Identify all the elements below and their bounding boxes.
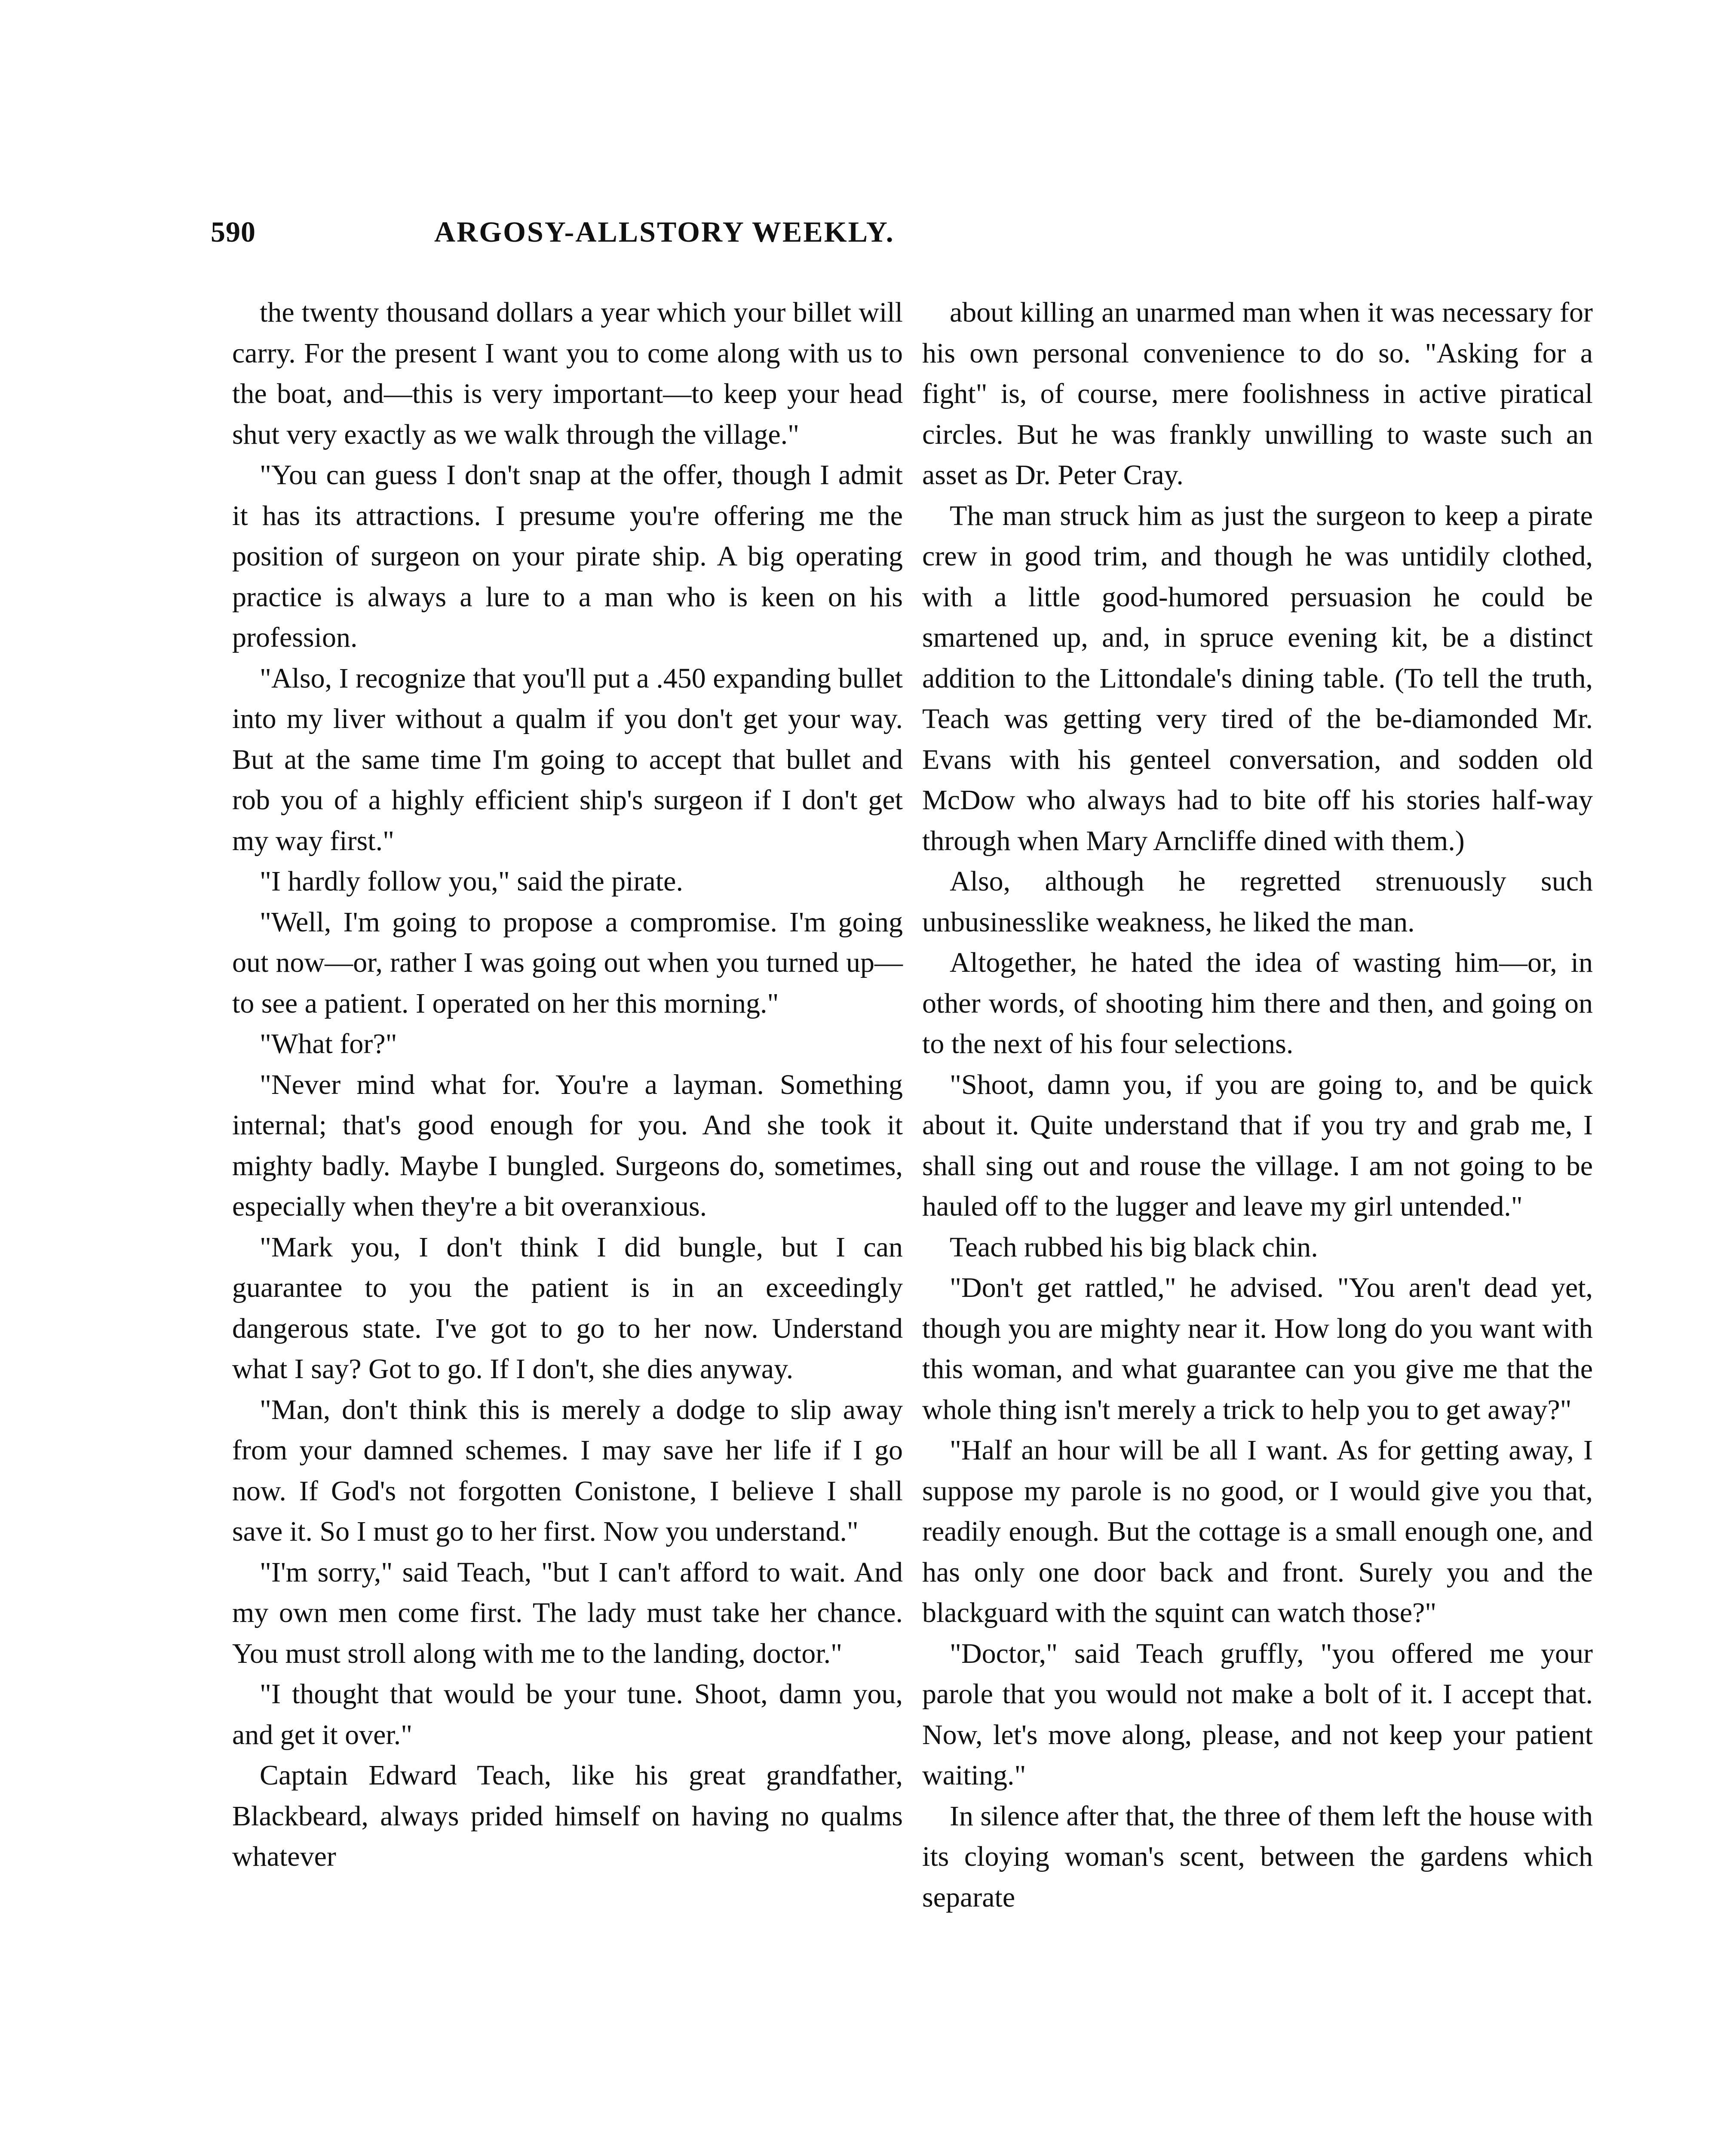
paragraph: "Shoot, damn you, if you are going to, and be quick about it. Quite understand that if you try and grab me, I shall sing out and rouse the village. I am not going to be hauled off to the lugger and leave my girl untended." bbox=[922, 1069, 1593, 1222]
paragraph: "What for?" bbox=[260, 1028, 397, 1060]
paragraph: Captain Edward Teach, like his great grandfather, Blackbeard, always prided himself on having no qualms whatever bbox=[232, 1760, 903, 1872]
left-column bbox=[232, 292, 903, 2150]
paragraph: The man struck him as just the surgeon to keep a pirate crew in good trim, and though he was untidily clothed, with a little good-humored persuasion he could be smartened up, and, in spruce evening kit, be a distinct addition to the Littondale's dining table. (To tell the truth, Teach was getting very tired of the be-diamonded Mr. Evans with his genteel conversation, and sodden old McDow who always had to bite off his stories half-way through when Mary Arncliffe dined with them.) bbox=[922, 500, 1593, 857]
page-header bbox=[211, 215, 1199, 262]
paragraph: "I thought that would be your tune. Shoot, damn you, and get it over." bbox=[232, 1678, 903, 1751]
paragraph: Altogether, he hated the idea of wasting him—or, in other words, of shooting him there and then, and going on to the next of his four selections. bbox=[922, 947, 1593, 1060]
paragraph: about killing an unarmed man when it was necessary for his own personal convenience to do so. "Asking for a fight" is, of course, mere foolishness in active piratical circles. But he was frankly unwilling to waste such an asset as Dr. Peter Cray. bbox=[922, 297, 1593, 491]
paragraph: "Half an hour will be all I want. As for getting away, I suppose my parole is no good, or I would give you that, readily enough. But the cottage is a small enough one, and has only one door back and front. Surely you and the blackguard with the squint can watch those?" bbox=[922, 1434, 1593, 1628]
running-head: ARGOSY-ALLSTORY WEEKLY. bbox=[434, 215, 895, 248]
paragraph: the twenty thousand dollars a year which your billet will carry. For the present I want you to come along with us to the boat, and—this is very important—to keep your head shut very exactly as we walk through the village." bbox=[232, 297, 903, 450]
paragraph: Teach rubbed his big black chin. bbox=[950, 1231, 1318, 1263]
paragraph: In silence after that, the three of them left the house with its cloying woman's scent, between the gardens which separate bbox=[922, 1800, 1593, 1913]
page-number: 590 bbox=[211, 215, 256, 248]
paragraph: "I hardly follow you," said the pirate. bbox=[260, 866, 683, 897]
paragraph: Also, although he regretted strenuously such unbusinesslike weakness, he liked the man. bbox=[922, 866, 1593, 938]
paragraph: "I'm sorry," said Teach, "but I can't afford to wait. And my own men come first. The lady must take her chance. You must stroll along with me to the landing, doctor." bbox=[232, 1556, 903, 1669]
paragraph: "Man, don't think this is merely a dodge to slip away from your damned schemes. I may save her life if I go now. If God's not forgotten Conistone, I believe I shall save it. So I must go to her first. Now you understand." bbox=[232, 1394, 903, 1547]
paragraph: "Mark you, I don't think I did bungle, but I can guarantee to you the patient is in an exceedingly dangerous state. I've got to go to her now. Understand what I say? Got to go. If I don't, she dies anyway. bbox=[232, 1231, 903, 1385]
paragraph: "Well, I'm going to propose a compromise. I'm going out now—or, rather I was going out when you turned up—to see a patient. I operated on her this morning." bbox=[232, 906, 903, 1019]
right-column bbox=[922, 292, 1593, 2150]
paragraph: "Never mind what for. You're a layman. Something internal; that's good enough for you. And she took it mighty badly. Maybe I bungled. Surgeons do, sometimes, especially when they're a bit overanxious. bbox=[232, 1069, 903, 1222]
paragraph: "Don't get rattled," he advised. "You aren't dead yet, though you are mighty near it. How long do you want with this woman, and what guarantee can you give me that the whole thing isn't merely a trick to help you to get away?" bbox=[922, 1272, 1593, 1425]
paragraph: "You can guess I don't snap at the offer, though I admit it has its attractions. I presume you're offering me the position of surgeon on your pirate ship. A big operating practice is always a lure to a man who is keen on his profession. bbox=[232, 459, 903, 653]
paragraph: "Doctor," said Teach gruffly, "you offered me your parole that you would not make a bolt of it. I accept that. Now, let's move along, please, and not keep your patient waiting." bbox=[922, 1637, 1593, 1791]
paragraph: "Also, I recognize that you'll put a .450 expanding bullet into my liver without a qualm if you don't get your way. But at the same time I'm going to accept that bullet and rob you of a highly efficient ship's surgeon if I don't get my way first." bbox=[232, 662, 903, 857]
